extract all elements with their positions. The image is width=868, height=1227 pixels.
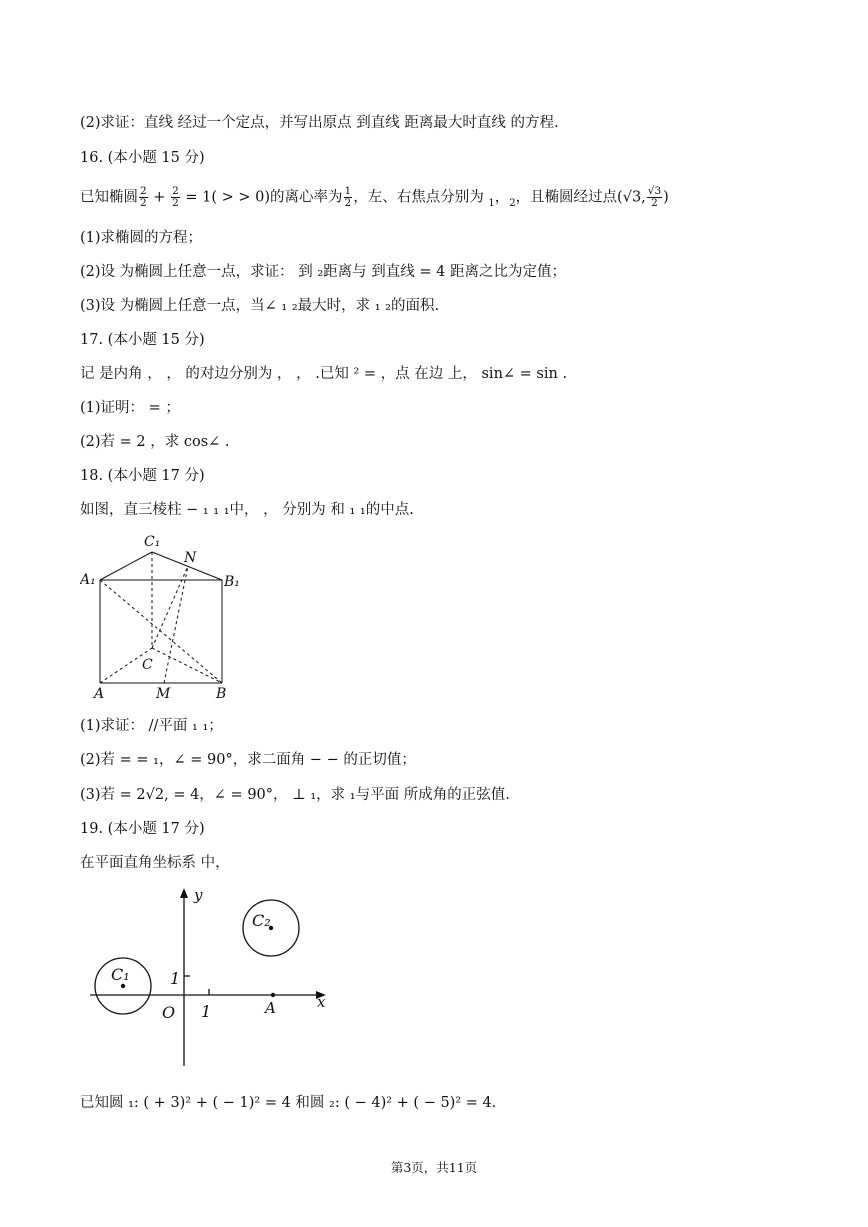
label-m: M: [156, 686, 171, 702]
q18-part3: (3)若 = 2√2, = 4，∠ = 90°， ⊥ ₁，求 ₁与平面 所成角的正弦值.: [80, 787, 510, 803]
segment-c-n: [152, 566, 188, 648]
q15-part2: (2)求证：直线 经过一个定点，并写出原点 到直线 距离最大时直线 的方程.: [80, 115, 559, 131]
eccentricity-fraction: $\frac{1}{2}$: [344, 185, 352, 209]
label-a: A: [265, 999, 276, 1017]
label-n: N: [184, 550, 197, 566]
q16-heading: 16. (本小题 15 分): [80, 150, 205, 166]
label-c1: C₁: [111, 965, 130, 984]
q18-heading: 18. (本小题 17 分): [80, 468, 205, 484]
q17-part2: (2)若 = 2 ，求 cos∠ .: [80, 434, 230, 450]
q17-heading: 17. (本小题 15 分): [80, 332, 205, 348]
q18-part1: (1)求证： //平面 ₁ ₁；: [80, 718, 223, 734]
label-y: y: [194, 886, 203, 904]
label-x-one: 1: [201, 1002, 212, 1021]
q17-part1: (1)证明： = ；: [80, 400, 180, 416]
label-c: C: [142, 657, 153, 673]
label-a: A: [94, 686, 105, 702]
label-x: x: [317, 993, 326, 1011]
prism-figure: [80, 528, 250, 708]
q17-stem: 记 是内角 ， ， 的对边分别为 ， ， .已知 ² = ，点 在边 上， sin∠ = sin .: [80, 366, 568, 382]
q16-stem-d: ): [663, 189, 669, 206]
q16-stem-eq: = 1( > > 0)的离心率为: [180, 189, 343, 206]
label-origin: O: [162, 1003, 176, 1022]
label-a1: A₁: [80, 572, 96, 588]
page-footer: 第3页，共11页: [390, 1160, 478, 1175]
q16-stem-b: ，左、右焦点分别为: [353, 189, 484, 206]
q16-stem: 已知椭圆 $\frac{2}{2}$ + $\frac{2}{2}$ = 1( > > 0)的离心率为 $\frac{1}{2}$ ，左、右焦点分别为 $_1$，$_2$，且椭圆经过点(√3, $\frac{√3}{2}$ ): [80, 185, 669, 209]
q16-stem-c: ，且椭圆经过点(√3,: [515, 189, 646, 206]
coordinate-figure: [80, 880, 340, 1076]
q16-part1: (1)求椭圆的方程；: [80, 230, 203, 246]
label-b1: B₁: [224, 574, 240, 590]
q18-stem: 如图，直三棱柱 − ₁ ₁ ₁中， ， 分别为 和 ₁ ₁的中点.: [80, 502, 414, 518]
segment-a1-b: [100, 580, 222, 683]
q19-circles: 已知圆 ₁: ( + 3)² + ( − 1)² = 4 和圆 ₂: ( − 4)² + ( − 5)² = 4.: [80, 1095, 497, 1111]
q16-stem-a: 已知椭圆: [80, 189, 138, 206]
edge-c-b: [152, 648, 222, 683]
q18-part2: (2)若 = = ₁，∠ = 90°，求二面角 − − 的正切值；: [80, 752, 416, 768]
label-c2: C₂: [252, 911, 271, 930]
q19-stem: 在平面直角坐标系 中，: [80, 855, 230, 871]
ellipse-y-term: $\frac{2}{2}$: [172, 185, 179, 209]
point-a-dot: [271, 993, 275, 997]
q19-heading: 19. (本小题 17 分): [80, 821, 205, 837]
segment-m-n: [164, 566, 188, 683]
edge-a1-c1: [100, 552, 152, 580]
label-b: B: [216, 686, 227, 702]
point-y-fraction: $\frac{√3}{2}$: [647, 185, 662, 209]
q16-part3: (3)设 为椭圆上任意一点，当∠ ₁ ₂最大时，求 ₁ ₂的面积.: [80, 298, 440, 314]
label-c1: C₁: [144, 534, 161, 550]
center-c1-dot: [121, 984, 125, 988]
q16-part2: (2)设 为椭圆上任意一点，求证： 到 ₂距离与 到直线 = 4 距离之比为定值；: [80, 264, 566, 280]
ellipse-x-term: $\frac{2}{2}$: [140, 185, 147, 209]
label-y-one: 1: [170, 969, 181, 988]
y-axis-arrow: [180, 888, 188, 898]
